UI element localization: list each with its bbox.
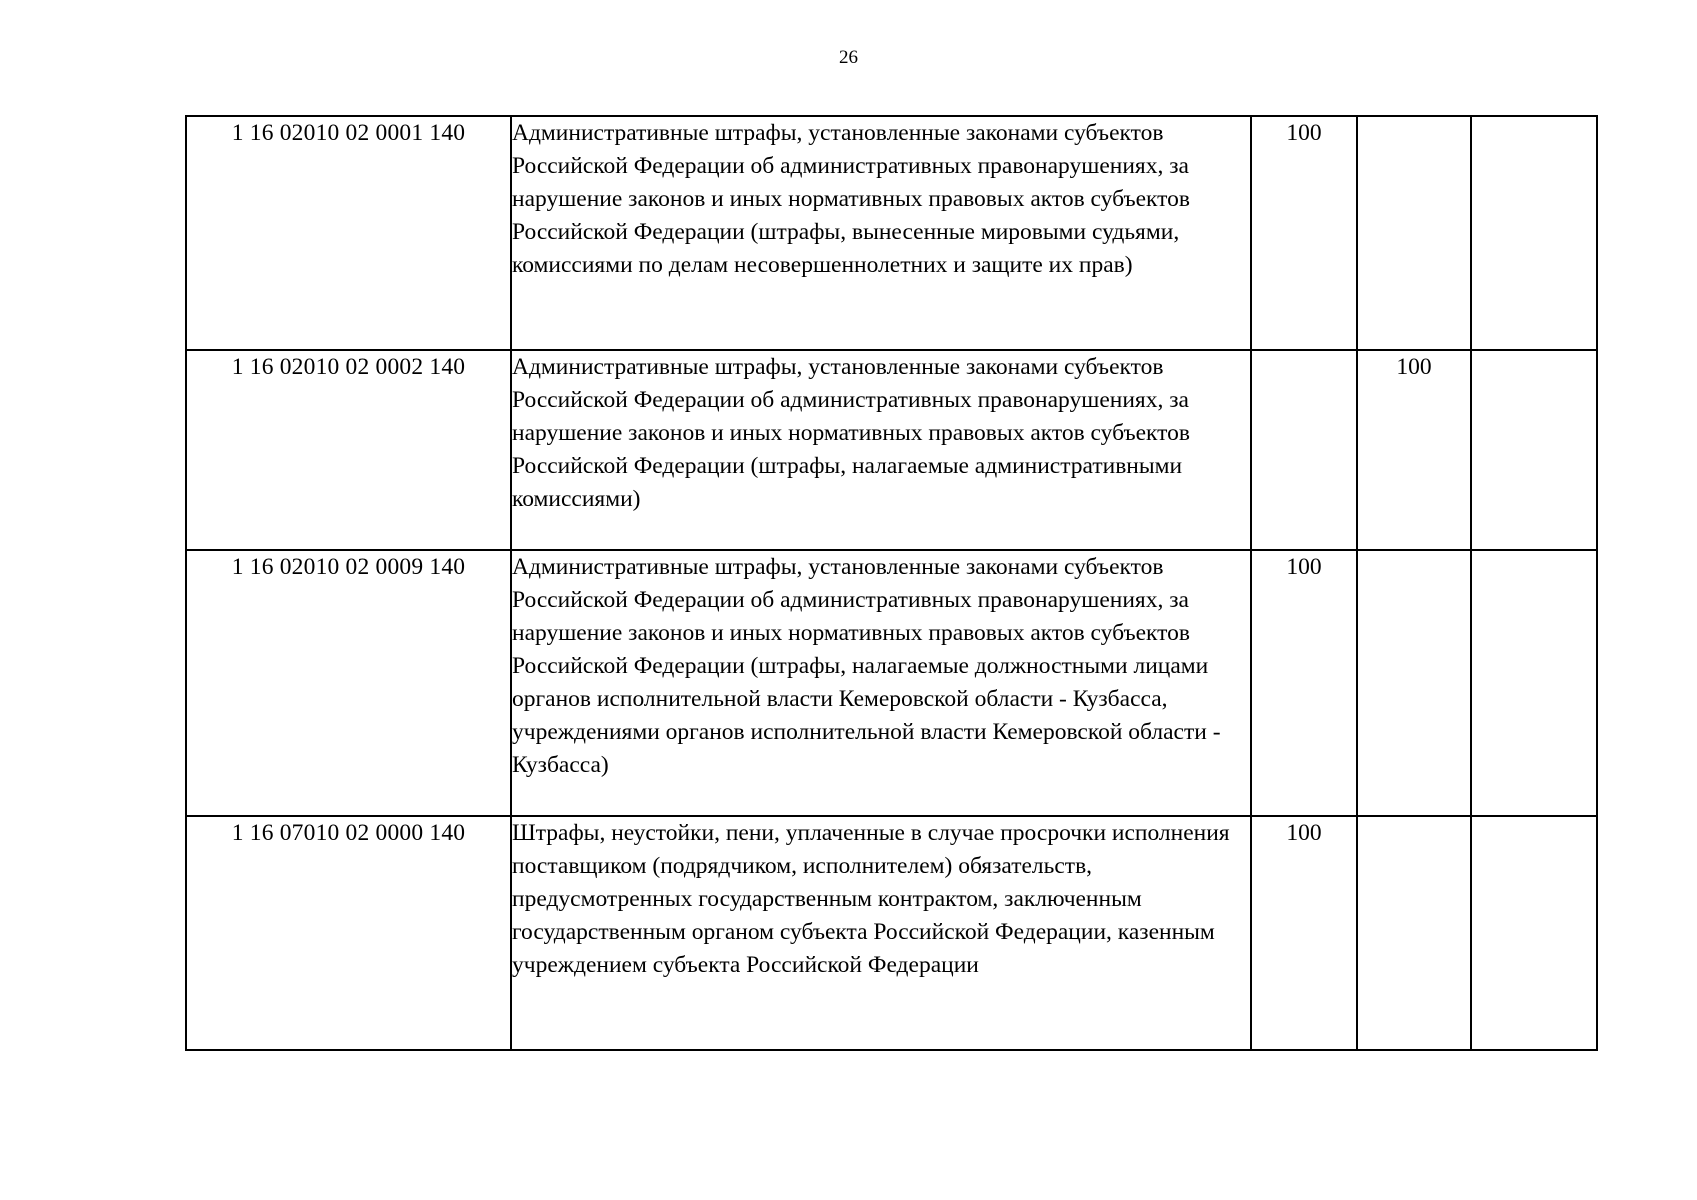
value-cell-col3 [1471, 116, 1597, 350]
revenue-distribution-table [185, 115, 1598, 1051]
value-cell-col3 [1471, 350, 1597, 550]
table-row [186, 116, 1597, 350]
value-cell-col3 [1471, 816, 1597, 1050]
description-cell: Штрафы, неустойки, пени, уплаченные в случае просрочки исполнения поставщиком (подрядчиком, исполнителем) обязательств, предусмотренных государственным контрактом, заключенным государственным органом субъекта Российской Федерации, казенным учреждением субъекта Российской Федерации [511, 816, 1251, 1050]
budget-code-cell: 1 16 02010 02 0001 140 [186, 116, 511, 350]
value-cell-col1: 100 [1251, 550, 1357, 816]
value-cell-col1: 100 [1251, 816, 1357, 1050]
value-cell-col3 [1471, 550, 1597, 816]
description-cell: Административные штрафы, установленные законами субъектов Российской Федерации об административных правонарушениях, за нарушение законов и иных нормативных правовых актов субъектов Российской Федерации (штрафы, налагаемые административными комиссиями) [511, 350, 1251, 550]
budget-code-cell: 1 16 07010 02 0000 140 [186, 816, 511, 1050]
description-cell: Административные штрафы, установленные законами субъектов Российской Федерации об административных правонарушениях, за нарушение законов и иных нормативных правовых актов субъектов Российской Федерации (штрафы, вынесенные мировыми судьями, комиссиями по делам несовершеннолетних и защите их прав) [511, 116, 1251, 350]
description-cell: Административные штрафы, установленные законами субъектов Российской Федерации об административных правонарушениях, за нарушение законов и иных нормативных правовых актов субъектов Российской Федерации (штрафы, налагаемые должностными лицами органов исполнительной власти Кемеровской области - Кузбасса, учреждениями органов исполнительной власти Кемеровской области - Кузбасса) [511, 550, 1251, 816]
budget-code-cell: 1 16 02010 02 0002 140 [186, 350, 511, 550]
table-row [186, 550, 1597, 816]
value-cell-col2: 100 [1357, 350, 1471, 550]
value-cell-col2 [1357, 116, 1471, 350]
value-cell-col2 [1357, 816, 1471, 1050]
page-number: 26 [839, 47, 858, 68]
value-cell-col1 [1251, 350, 1357, 550]
budget-code-cell: 1 16 02010 02 0009 140 [186, 550, 511, 816]
table-row [186, 350, 1597, 550]
value-cell-col1: 100 [1251, 116, 1357, 350]
value-cell-col2 [1357, 550, 1471, 816]
table-row [186, 816, 1597, 1050]
